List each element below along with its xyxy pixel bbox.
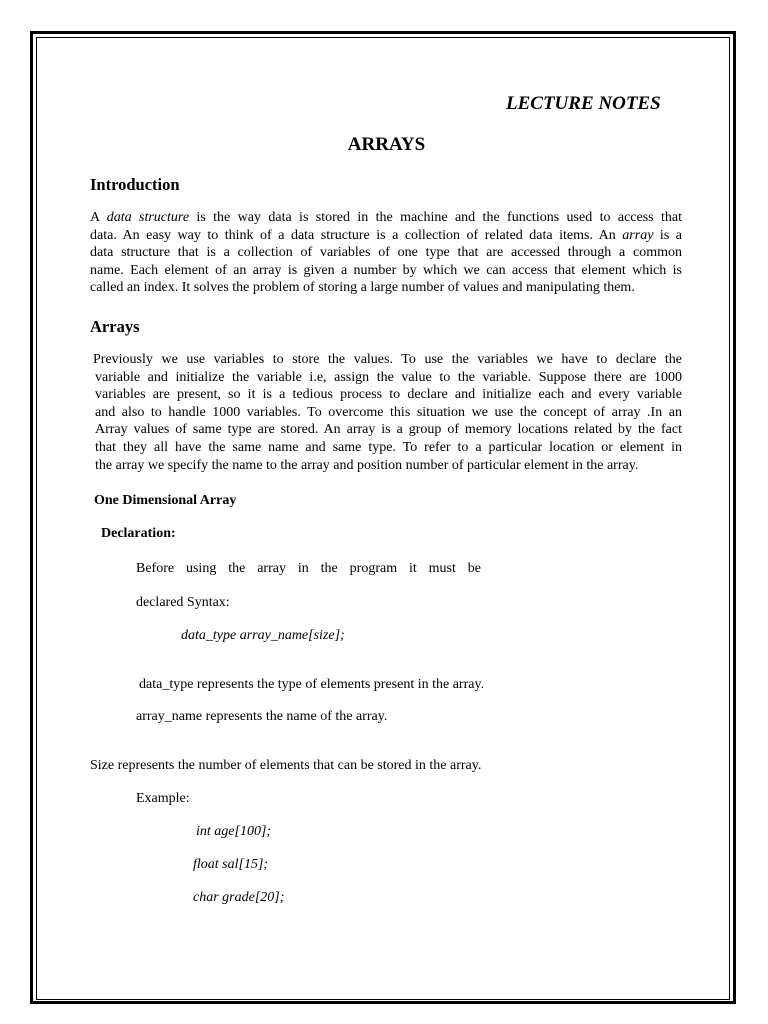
- lecture-notes-header: LECTURE NOTES: [506, 93, 661, 114]
- arrays-line-2: variable and initialize the variable i.e, assign the value to the variable. Suppose there are 1000: [95, 369, 682, 385]
- arrays-line-3: variables are present, so it is a tedious process to declare and initialize each and every variable: [95, 387, 682, 403]
- intro-line-1: A data structure is the way data is stored in the machine and the functions used to access that: [90, 210, 682, 225]
- declaration-heading: Declaration:: [101, 526, 176, 541]
- one-dimensional-array-heading: One Dimensional Array: [94, 493, 237, 508]
- intro-line-2: data. An easy way to think of a data structure is a collection of related data items. An array is a: [90, 227, 682, 243]
- example-label: Example:: [136, 791, 190, 806]
- introduction-heading: Introduction: [90, 175, 180, 194]
- example-code-float: float sal[15];: [193, 857, 269, 872]
- page-title: ARRAYS: [347, 134, 426, 155]
- data-type-description: data_type represents the type of elements present in the array.: [139, 677, 485, 692]
- arrays-line-5: Array values of same type are stored. An array is a group of memory locations related by the fact: [95, 422, 682, 438]
- arrays-paragraph: [93, 351, 682, 474]
- array-name-description: array_name represents the name of the array.: [136, 709, 388, 724]
- intro-line-5: called an index. It solves the problem of storing a large number of values and manipulating them.: [90, 280, 635, 296]
- before-using-text: Before using the array in the program it must be: [136, 561, 481, 576]
- declared-syntax-text: declared Syntax:: [136, 595, 230, 610]
- arrays-line-6: that they all have the same name and same type. To refer to a particular location or element in: [95, 439, 682, 455]
- intro-line-3: data structure that is a collection of variables of one type that are accessed through a common: [90, 245, 682, 261]
- example-code-char: char grade[20];: [193, 890, 285, 905]
- introduction-paragraph: [90, 209, 682, 297]
- arrays-line-4: and also to handle 1000 variables. To overcome this situation we use the concept of array .In an: [95, 404, 682, 420]
- size-description: Size represents the number of elements that can be stored in the array.: [90, 758, 482, 773]
- syntax-code: data_type array_name[size];: [181, 628, 345, 643]
- intro-line-4: name. Each element of an array is given a number by which we can access that element which is: [90, 262, 682, 278]
- arrays-line-7: the array we specify the name to the array and position number of particular element in the array.: [95, 457, 639, 473]
- arrays-heading: Arrays: [90, 317, 140, 336]
- example-code-int: int age[100];: [196, 824, 272, 839]
- arrays-line-1: Previously we use variables to store the values. To use the variables we have to declare the: [93, 352, 682, 367]
